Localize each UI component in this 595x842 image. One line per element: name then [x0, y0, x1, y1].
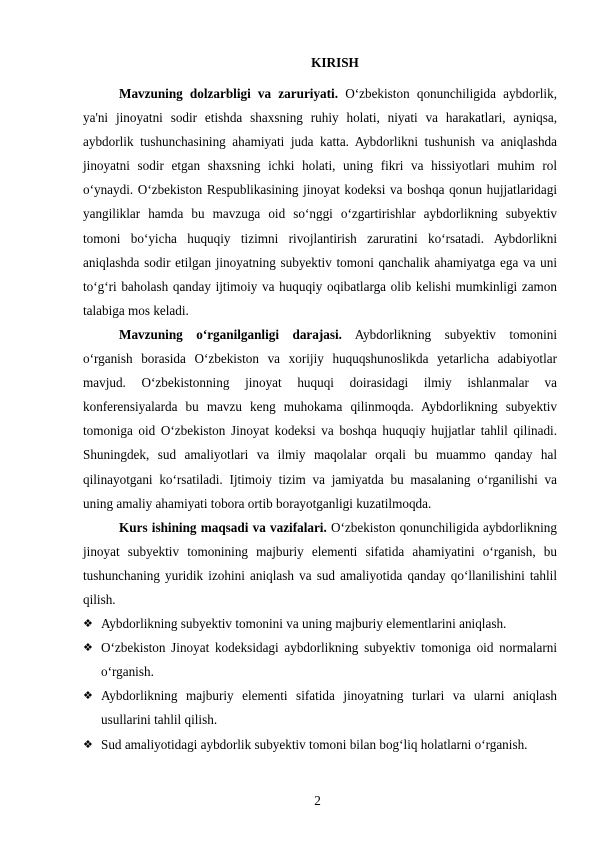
diamond-bullet-icon: ❖: [83, 641, 93, 655]
list-item-text: Sud amaliyotidagi aybdorlik subyektiv tomoni bilan bog‘liq holatlarni o‘rganish.: [101, 736, 528, 752]
document-title: KIRISH: [311, 55, 359, 70]
diamond-bullet-icon: ❖: [83, 689, 93, 703]
list-item: [83, 684, 557, 732]
section-body-study-level: Aybdorlikning subyektiv tomonini o‘rganish borasida O‘zbekiston va xorijiy huquqshunoslikda yetarlicha adabiyotlar mavjud. O‘zbekistonning jinoyat huquqi doirasidagi ilmiy ishlanmalar va konferensiyalarda bu mavzu keng muhokama qilinmoqda. Aybdorlikning subyektiv tomoniga oid O‘zbekiston Jinoyat kodeksi va boshqa huquqiy hujjatlar tahlil qilinadi. Shuningdek, sud amaliyotlari va ilmiy maqolalar orqali bu muammo qanday hal qilinayotgani ko‘rsatiladi. Ijtimoiy tizim va jamiyatda bu masalaning o‘rganilishi va uning amaliy ahamiyati tobora ortib borayotganligi kuzatilmoqda.: [83, 326, 558, 511]
list-item-text: Aybdorlikning majburiy elementi sifatida jinoyatning turlari va ularni aniqlash usullarini tahlil qilish.: [101, 688, 557, 728]
section-relevance: [83, 82, 557, 323]
section-goals: [83, 516, 557, 612]
list-item-text: O‘zbekiston Jinoyat kodeksidagi aybdorlikning subyektiv tomoniga oid normalarni o‘rganish.: [101, 640, 557, 680]
section-heading-study-level: Mavzuning o‘rganilganligi darajasi.: [119, 326, 342, 342]
list-item: [83, 733, 557, 757]
section-body-goals: O‘zbekiston qonunchiligida aybdorlikning jinoyat subyektiv tomonining majburiy elementi sifatida ahamiyatini o‘rganish, bu tushunchaning yuridik izohini aniqlash va sud amaliyotida qanday qo‘llanilishini tahlil qilish.: [83, 519, 557, 607]
section-body-relevance: O‘zbekiston qonunchiligida aybdorlik, ya'ni jinoyatni sodir etishda shaxsning ruhiy holati, niyati va harakatlari, ayniqsa, aybdorlik tushunchasining ahamiyati juda katta. Aybdorlikni tushunish va aniqlashda jinoyatni sodir etgan shaxsning ichki holati, uning fikri va hissiyotlari muhim rol o‘ynaydi. O‘zbekiston Respublikasining jinoyat kodeksi va boshqa qonun hujjatlaridagi yangiliklar hamda bu mavzuga oid so‘nggi o‘zgartirishlar aybdorlikning subyektiv tomoni bo‘yicha huquqiy tizimni rivojlantirish zaruratini ko‘rsatadi. Aybdorlikni aniqlashda sodir etilgan jinoyatning subyektiv tomoni qanchalik ahamiyatga ega va uni to‘g‘ri baholash qanday ijtimoiy va huquqiy oqibatlarga olib kelishi mumkinligi zamon talabiga mos keladi.: [83, 86, 557, 318]
diamond-bullet-icon: ❖: [83, 617, 93, 631]
section-heading-goals: Kurs ishining maqsadi va vazifalari.: [119, 519, 327, 535]
page-number: 2: [314, 793, 321, 808]
list-item: [83, 636, 557, 684]
document-page: [83, 52, 557, 757]
list-item-text: Aybdorlikning subyektiv tomonini va uning majburiy elementlarini aniqlash.: [101, 616, 507, 632]
list-item: [83, 612, 557, 636]
section-heading-relevance: Mavzuning dolzarbligi va zaruriyati.: [119, 86, 339, 101]
tasks-list: [83, 612, 557, 757]
diamond-bullet-icon: ❖: [83, 737, 93, 751]
section-study-level: [83, 323, 557, 516]
